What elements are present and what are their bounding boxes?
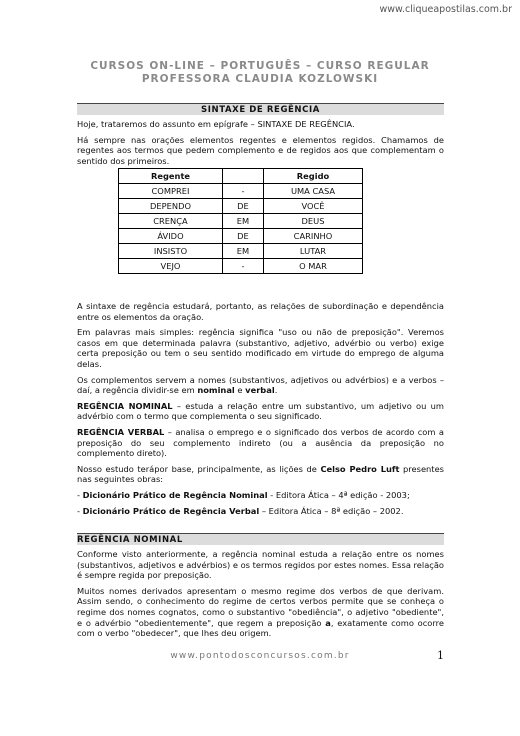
paragraph-elements: Há sempre nas orações elementos regentes e elementos regidos. Chamamos de regentes aos termos que pedem complemento e de regidos aos que complementam o sentido dos primeiros. xyxy=(77,134,444,166)
table-header-row xyxy=(119,169,363,184)
table-row xyxy=(119,214,363,229)
text: - Editora Ática – 4ª edição - 2003; xyxy=(267,489,410,500)
section-syntax xyxy=(77,103,444,166)
table-cell: VEJO xyxy=(119,259,223,274)
section-nominal xyxy=(77,533,444,639)
author-name: Celso Pedro Luft xyxy=(320,463,400,474)
table-row xyxy=(119,199,363,214)
text: e xyxy=(234,385,246,396)
bold-term: a xyxy=(325,617,331,628)
page-number: 1 xyxy=(437,649,444,662)
table-row xyxy=(119,229,363,244)
bold-term: REGÊNCIA VERBAL xyxy=(77,426,165,437)
table-cell: DE xyxy=(223,229,264,244)
book-title: Dicionário Prático de Regência Verbal xyxy=(82,505,260,516)
paragraph-conforme: Conforme visto anteriormente, a regência nominal estuda a relação entre os nomes (substantivos, adjetivos e advérbios) e os termos regidos por estes nomes. Essa relação é sempre regida por preposição. xyxy=(77,549,444,581)
text: – analisa o emprego e o significado dos verbos de acordo com a preposição do seu complemento indireto (ou a ausência da preposição no complemento direto). xyxy=(77,426,444,459)
table-cell: DEUS xyxy=(264,214,363,229)
table-row xyxy=(119,259,363,274)
header-preposition xyxy=(223,169,264,184)
section-title-nominal: REGÊNCIA NOMINAL xyxy=(77,533,444,545)
paragraph-base xyxy=(77,464,444,485)
bold-term: verbal xyxy=(245,385,275,396)
table-cell: VOCÊ xyxy=(264,199,363,214)
table-row xyxy=(119,184,363,199)
table-cell: CRENÇA xyxy=(119,214,223,229)
course-title: CURSOS ON-LINE – PORTUGUÊS – CURSO REGULAR xyxy=(90,60,430,72)
table-cell: LUTAR xyxy=(264,244,363,259)
book-item xyxy=(77,490,444,501)
section-syntax-body xyxy=(77,301,444,516)
professor-name: PROFESSORA CLAUDIA KOZLOWSKI xyxy=(141,73,379,85)
paragraph-simples: Em palavras mais simples: regência significa "uso ou não de preposição". Veremos casos em que determinada palavra (substantivo, adjetivo, advérbio ou verbo) exige certa preposição ou tem o seu sentido modificado em virtude do emprego de alguma delas. xyxy=(77,327,444,369)
text: , exatamente como ocorre com o verbo "obedecer", que lhes deu origem. xyxy=(77,617,444,639)
text: . xyxy=(274,385,278,396)
paragraph-muitos xyxy=(77,586,444,639)
regency-table xyxy=(118,168,363,274)
bold-term: nominal xyxy=(197,385,235,396)
text: Os complementos servem a nomes (substantivos, adjetivos ou advérbios) e a verbos – daí, a regência dividir-se em xyxy=(77,374,444,396)
footer-url: www.pontodosconcursos.com.br xyxy=(170,651,350,661)
paragraph-regencia-nominal xyxy=(77,401,444,422)
paragraph-sintaxe: A sintaxe de regência estudará, portanto, as relações de subordinação e dependência entre os elementos da oração. xyxy=(77,301,444,322)
table-cell: - xyxy=(223,184,264,199)
table-cell: - xyxy=(223,259,264,274)
text: – estuda a relação entre um substantivo, um adjetivo ou um advérbio com o termo que complementa o seu significado. xyxy=(77,400,444,422)
table-cell: DE xyxy=(223,199,264,214)
table-cell: INSISTO xyxy=(119,244,223,259)
text: Muitos nomes derivados apresentam o mesmo regime dos verbos de que derivam. Assim sendo, o conhecimento do regime de certos verbos permite que se conheça o regime dos nomes cognatos, como o substantivo "obediência", o adjetivo "obediente", e o advérbio "obedientemente", que regem a preposição xyxy=(77,585,444,628)
table-cell: CARINHO xyxy=(264,229,363,244)
section-title-syntax: SINTAXE DE REGÊNCIA xyxy=(77,103,444,115)
bold-term: REGÊNCIA NOMINAL xyxy=(77,400,173,411)
paragraph-complementos xyxy=(77,375,444,396)
document-header xyxy=(0,60,520,86)
table-cell: COMPREI xyxy=(119,184,223,199)
table-cell: EM xyxy=(223,214,264,229)
table-cell: DEPENDO xyxy=(119,199,223,214)
text: Nosso estudo terápor base, principalmente, as lições de xyxy=(77,463,321,474)
table-row xyxy=(119,244,363,259)
table-cell: EM xyxy=(223,244,264,259)
text: – Editora Ática – 8ª edição – 2002. xyxy=(259,505,404,516)
table-cell: O MAR xyxy=(264,259,363,274)
table-cell: ÁVIDO xyxy=(119,229,223,244)
paragraph-intro: Hoje, trataremos do assunto em epígrafe – SINTAXE DE REGÊNCIA. xyxy=(77,119,355,129)
table-cell: UMA CASA xyxy=(264,184,363,199)
text: - xyxy=(77,505,83,516)
book-item xyxy=(77,506,444,517)
text: - xyxy=(77,489,83,500)
paragraph-regencia-verbal xyxy=(77,427,444,459)
header-regido: Regido xyxy=(264,169,363,184)
text: presentes nas seguintes obras: xyxy=(77,463,444,485)
header-regente: Regente xyxy=(119,169,223,184)
site-url: www.cliqueapostilas.com.br xyxy=(379,4,512,15)
book-title: Dicionário Prático de Regência Nominal xyxy=(82,489,268,500)
